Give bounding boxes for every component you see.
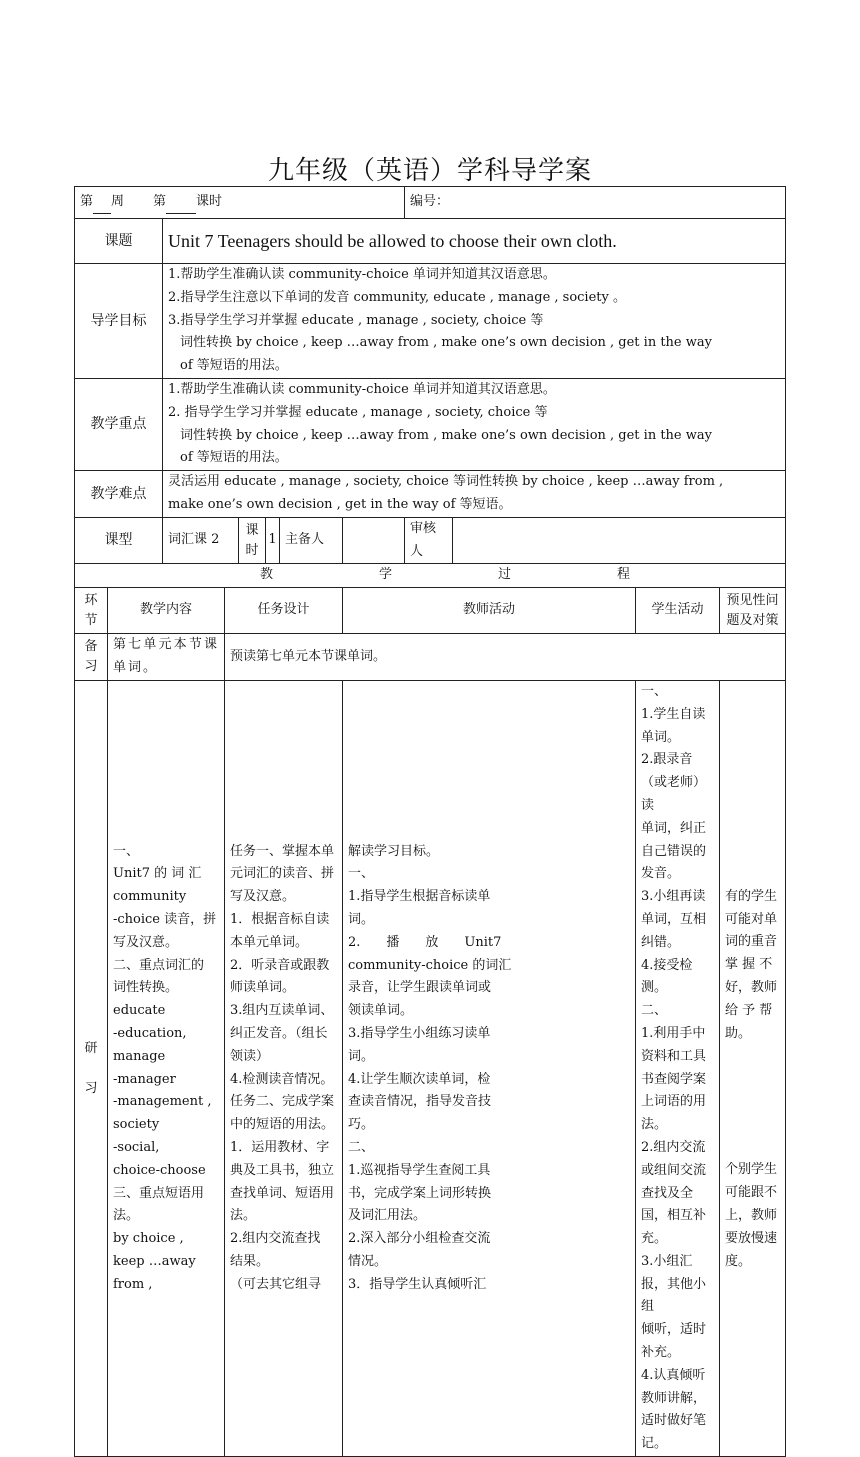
serial-number-cell: 编号： [405,187,786,219]
teacher-line: 2. 播 放 Unit7 [348,934,502,950]
col-header-teacher: 教师活动 [343,588,636,634]
issue-line: 助。 [725,1025,752,1041]
week-period-cell: 第 周 第 课时 [75,187,405,219]
process-char: 教 [260,567,274,583]
content-line: choice-choose [113,1162,206,1178]
teacher-line: 一、 [348,866,375,882]
preparer-value [343,517,405,564]
issue-line: 要放慢速 [725,1230,778,1246]
content-line: keep …away [113,1253,196,1269]
teacher-line: 词。 [348,1048,375,1064]
preparer-label: 主备人 [280,517,343,564]
col-header-task: 任务设计 [225,588,343,634]
task-line: 中的短语的用法。 [230,1117,335,1133]
teacher-line: 二、 [348,1139,375,1155]
content-line: -choice 读音，拼 [113,911,217,927]
teacher-line: 词。 [348,911,375,927]
issue-line: 掌 握 不 [725,957,773,973]
student-line: 单词，纠正自己错误的 [641,820,707,859]
objective-line: 2.指导学生注意以下单词的发音 community, educate , manage , society 。 [168,289,626,305]
study-stage: 研 习 [75,680,108,1456]
issue-line: 可能对单 [725,911,778,927]
content-line: from , [113,1276,153,1292]
student-line: 纠错。 [641,934,681,950]
issue-line: 给 予 帮 [725,1002,773,1018]
header-row [75,187,786,219]
student-line: 3.小组汇报，其他小组 [641,1253,707,1315]
reviewer-value [453,517,786,564]
task-line: 本单元单词。 [230,934,309,950]
objectives-label: 导学目标 [75,264,163,379]
col-header-student: 学生活动 [636,588,720,634]
student-line: 法。 [641,1117,668,1133]
task-line: 任务二、完成学案 [230,1094,335,1110]
teacher-line: 1.巡视指导学生查阅工具 [348,1162,491,1178]
task-line: 3.组内互读单词、 [230,1003,334,1019]
lesson-plan-table [74,186,786,1457]
content-line: -management , [113,1094,212,1110]
process-char: 程 [617,567,631,583]
difficulties-content [163,471,786,518]
teacher-line: 录音，让学生跟读单词或 [348,980,492,996]
task-line: 师读单词。 [230,980,296,996]
task-line: 4.检测读音情况。 [230,1071,334,1087]
content-line: -manager [113,1071,176,1087]
process-char: 过 [498,567,512,583]
student-line: 2.组内交流或组间交流 [641,1139,707,1178]
issue-line: 好，教师 [725,979,778,995]
task-line: 任务一、掌握本单 [230,843,335,859]
study-teacher [343,680,636,1456]
content-line: -social, [113,1139,160,1155]
task-line: 2.组内交流查找 [230,1231,321,1247]
teacher-line: 领读单词。 [348,1003,414,1019]
task-line: 法。 [230,1208,257,1224]
content-line: 词性转换。 [113,980,179,996]
topic-value: Unit 7 Teenagers should be allowed to choose their own cloth. [163,219,786,264]
task-line: 典及工具书，独立 [230,1162,335,1178]
student-line: 一、 [641,683,668,699]
reviewer-label: 审核人 [405,517,453,564]
task-line: 元词汇的读音、拼 [230,866,335,882]
process-heading-row [75,564,786,588]
teacher-line: community-choice 的词汇 [348,957,512,973]
student-line: 二、 [641,1003,668,1019]
teacher-line: 4.让学生顺次读单词，检 [348,1071,491,1087]
period-label: 课 时 [239,517,266,564]
key-points-row [75,379,786,471]
prep-content: 第七单元本节课单词。 [108,634,225,681]
content-line: community [113,889,187,905]
student-line: 适时做好笔记。 [641,1413,707,1452]
teacher-line: 1.指导学生根据音标读单 [348,889,491,905]
col-header-stage: 环 节 [75,588,108,634]
key-point-line: of 等短语的用法。 [180,450,288,466]
issue-line: 上，教师 [725,1207,778,1223]
content-line: educate [113,1003,166,1019]
content-line: 写及汉意。 [113,934,179,950]
lesson-type-value: 词汇课 2 [163,517,239,564]
student-line: 发音。 [641,866,681,882]
student-line: 4.认真倾听教师讲解， [641,1367,707,1406]
column-header-row [75,588,786,634]
content-line: Unit7 的 词 汇 [113,866,202,882]
teacher-line: 3.指导学生小组练习读单 [348,1025,491,1041]
study-task [225,680,343,1456]
content-line: by choice , [113,1231,184,1247]
prep-stage: 备 习 [75,634,108,681]
period-value: 1 [266,517,280,564]
period-blank [166,198,196,214]
issue-line: 有的学生 [725,888,778,904]
content-line: manage [113,1048,166,1064]
task-line: 查找单词、短语用 [230,1185,335,1201]
student-line: 1.利用手中资料和工具 [641,1025,707,1064]
content-line: society [113,1117,160,1133]
task-line: 2．听录音或跟教 [230,957,330,973]
task-line: 1．运用教材、字 [230,1139,330,1155]
objective-line: 1.帮助学生准确认读 community-choice 单词并知道其汉语意思。 [168,267,556,282]
col-header-content: 教学内容 [108,588,225,634]
student-line: 4.接受检测。 [641,957,693,996]
task-line: 1．根据音标自读 [230,911,330,927]
objective-line: of 等短语的用法。 [180,358,288,374]
topic-label: 课题 [75,219,163,264]
teacher-line: 解读学习目标。 [348,843,440,859]
difficulty-line: make one’s own decision , get in the way of 等短语。 [168,496,512,512]
content-line: 一、 [113,843,140,859]
student-line: 书查阅学案上词语的用 [641,1071,707,1110]
difficulty-line: 灵活运用 educate , manage , society, choice 等词性转换 by choice , keep …away from , [168,474,724,490]
key-point-line: 1.帮助学生准确认读 community-choice 单词并知道其汉语意思。 [168,382,556,397]
study-issues [720,680,786,1456]
student-line: 2.跟录音（或老师）读 [641,752,707,813]
difficulties-row [75,471,786,518]
objectives-row [75,264,786,379]
teacher-line: 巧。 [348,1117,375,1133]
task-line: 领读） [230,1048,270,1064]
issue-line: 可能跟不 [725,1185,778,1201]
content-line: 法。 [113,1208,140,1224]
process-char: 学 [379,567,393,583]
teacher-line: 书，完成学案上词形转换 [348,1185,492,1201]
teacher-line: 查读音情况，指导发音技 [348,1094,492,1110]
task-line: （可去其它组寻 [230,1276,322,1292]
topic-row [75,219,786,264]
student-line: 3.小组再读单词，互相 [641,889,707,927]
study-row [75,680,786,1456]
task-line: 结果。 [230,1253,270,1269]
objective-line: 词性转换 by choice , keep …away from , make one’s own decision , get in the way [180,335,712,351]
issue-line: 词的重音 [725,934,778,950]
teacher-line: 及词汇用法。 [348,1208,427,1224]
teacher-line: 3．指导学生认真倾听汇 [348,1276,487,1292]
objectives-content [163,264,786,379]
objective-line: 3.指导学生学习并掌握 educate , manage , society, choice 等 [168,312,544,328]
difficulties-label: 教学难点 [75,471,163,518]
process-heading [75,564,786,588]
student-line: 查找及全国，相互补充。 [641,1185,707,1247]
key-point-line: 词性转换 by choice , keep …away from , make one’s own decision , get in the way [180,427,712,443]
content-line: 三、重点短语用 [113,1185,205,1201]
lesson-type-label: 课型 [75,517,163,564]
page-title: 九年级（英语）学科导学案 [267,156,592,186]
task-line: 写及汉意。 [230,889,296,905]
week-blank [93,198,111,214]
content-line: 二、重点词汇的 [113,957,205,973]
issue-line: 个别学生 [725,1162,778,1178]
content-line: -education, [113,1025,187,1041]
study-student [636,680,720,1456]
prep-row [75,634,786,681]
student-line: 倾听，适时补充。 [641,1322,707,1361]
col-header-issues: 预见性问题及对策 [720,588,786,634]
issue-line: 度。 [725,1253,752,1269]
prep-task: 预读第七单元本节课单词。 [225,634,786,681]
student-line: 1.学生自读单词。 [641,706,706,745]
lesson-type-row [75,517,786,564]
key-points-label: 教学重点 [75,379,163,471]
key-points-content [163,379,786,471]
teacher-line: 2.深入部分小组检查交流 [348,1231,491,1247]
study-content [108,680,225,1456]
task-line: 纠正发音。（组长 [230,1025,328,1041]
teacher-line: 情况。 [348,1253,388,1269]
key-point-line: 2. 指导学生学习并掌握 educate , manage , society, choice 等 [168,404,548,420]
